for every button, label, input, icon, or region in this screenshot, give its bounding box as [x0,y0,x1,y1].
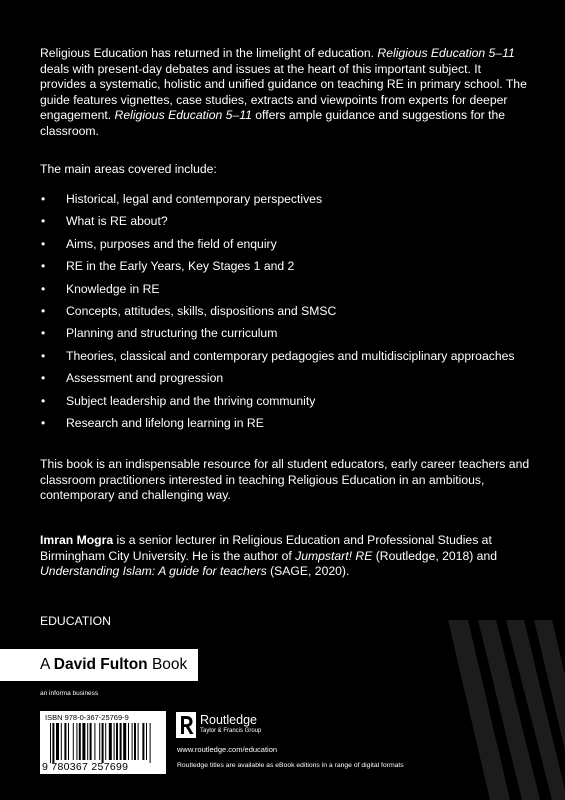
publisher-group: Taylor & Francis Group [200,728,262,734]
barcode-bar [132,723,133,760]
barcode-bar [138,723,139,760]
barcode-bar [73,723,74,760]
book-title: Religious Education 5–11 [114,108,252,122]
subject-category: EDUCATION [40,614,111,628]
barcode-bar [68,723,69,760]
barcode [40,711,166,774]
barcode-bar [128,723,129,760]
informa-label: an informa business [40,690,99,697]
bullet-icon: • [41,303,46,318]
bullet-icon: • [41,236,46,251]
isbn-label: ISBN 978-0-367-25769-9 [45,713,129,722]
main-areas-label: The main areas covered include: [40,162,217,176]
routledge-logo-icon [176,712,196,738]
barcode-bar [150,723,151,763]
barcode-bar [76,723,77,760]
bullet-icon: • [41,371,46,386]
list-item: • Research and lifelong learning in RE [41,415,264,430]
imprint-banner: A David Fulton Book [0,649,198,681]
summary-paragraph: This book is an indispensable resource for all student educators, early career teachers and classroom practitioners interested in teaching Religious Education in an ambitious, contemporary and challenging way. [40,457,530,502]
list-item: • Knowledge in RE [41,281,160,296]
barcode-bar [105,723,106,760]
barcode-bar [82,723,85,760]
ebook-note: Routledge titles are available as eBook editions in a range of digital formats [177,762,404,769]
author-bio: Imran Mogra is a senior lecturer in Religious Education and Professional Studies at Birmingham City University. He is the author of Jumpstart! RE (Routledge, 2018) and Understanding Islam: A guide for teachers (SAGE, 2020). [40,533,498,578]
imprint-name: David Fulton [53,656,148,673]
bullet-icon: • [41,415,46,430]
list-item: • RE in the Early Years, Key Stages 1 and 2 [41,259,295,274]
list-item: • Theories, classical and contemporary pedagogies and multidisciplinary approaches [41,348,515,363]
publisher-name: Routledge [200,713,257,727]
list-item: • Historical, legal and contemporary perspectives [41,192,323,206]
bullet-icon: • [41,326,46,341]
list-item: • Planning and structuring the curriculum [41,326,278,341]
barcode-bar [120,723,122,760]
barcode-bar [99,723,100,760]
barcode-bar [116,723,118,760]
barcode-bar [56,723,59,760]
barcode-bar [146,723,147,760]
book-title: Religious Education 5–11 [377,46,515,60]
barcode-bar [109,723,112,760]
barcode-bar [114,723,115,760]
barcode-bar [87,723,88,760]
areas-list [40,192,540,438]
bullet-icon: • [41,281,46,296]
barcode-bar [52,723,54,763]
bullet-icon: • [41,192,46,206]
intro-paragraph: Religious Education has returned in the limelight of education. Religious Education 5–11 deals with present-day debates and issues at the heart of this important subject. It provides a systematic, holistic and unified guidance on teaching RE in primary school. The guide features vignettes, case studies, extracts and viewpoints from experts for deeper engagement. Religious Education 5–11 offers ample guidance and suggestions for the classroom. [40,46,527,138]
publisher-url: www.routledge.com/education [177,745,278,754]
bullet-icon: • [41,348,46,363]
barcode-bar [123,723,126,760]
list-item: • Subject leadership and the thriving community [41,393,316,408]
list-item: • Assessment and progression [41,371,224,386]
list-item: • What is RE about? [41,214,168,229]
barcode-bar [79,723,81,760]
list-item: • Aims, purposes and the field of enquiry [41,236,277,251]
barcode-bars [40,711,166,763]
barcode-bar [94,723,95,760]
barcode-bar [61,723,62,760]
book-title: Understanding Islam: A guide for teachers [40,564,267,578]
bullet-icon: • [41,259,46,274]
list-item: • Concepts, attitudes, skills, dispositions and SMSC [41,303,337,318]
book-title: Jumpstart! RE [295,548,373,563]
barcode-digits: 9 780367 257699 [42,761,129,773]
bullet-icon: • [41,393,46,408]
barcode-bar [90,723,92,760]
barcode-bar [142,723,144,760]
barcode-bar [50,723,51,763]
barcode-bar [102,723,104,763]
barcode-bar [134,723,136,760]
author-name: Imran Mogra [40,533,114,547]
bullet-icon: • [41,214,46,229]
barcode-bar [64,723,66,760]
